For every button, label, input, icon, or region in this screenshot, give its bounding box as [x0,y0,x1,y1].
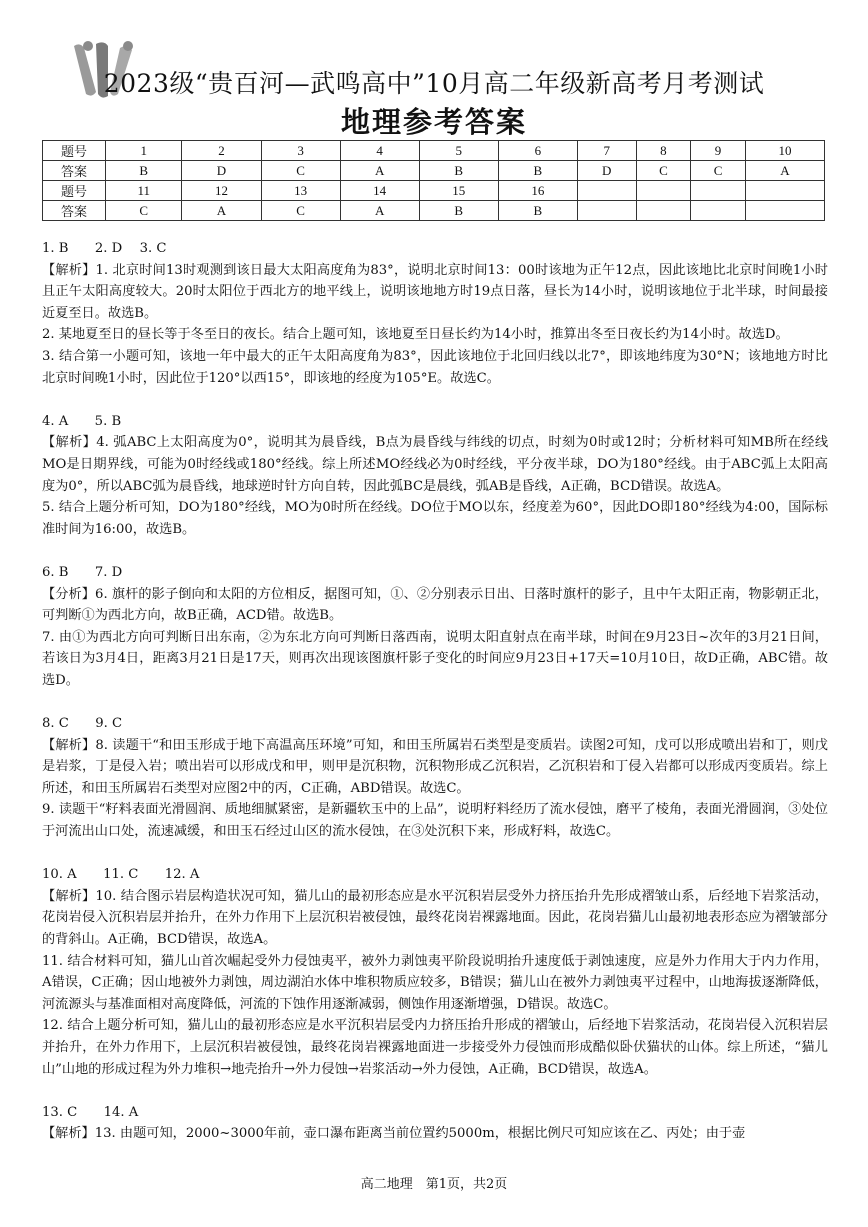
answer-cell: C [106,201,182,221]
answer-cell: C [261,201,340,221]
answer-cell [691,201,746,221]
explanation-paragraph: 【解析】13. 由题可知，2000~3000年前，壶口瀑布距离当前位置约5000m，根据比例尺可知应该在乙、丙处；由于壶 [42,1126,746,1142]
answer-label-cell: 答案 [43,161,106,181]
question-number-cell: 3 [261,141,340,161]
answer-cell: C [636,161,691,181]
question-number-cell: 6 [498,141,577,161]
section-gap [42,843,828,865]
answer-cell: C [691,161,746,181]
page-title: 地理参考答案 [340,105,527,139]
answer-cell: A [745,161,824,181]
question-number-cell: 5 [419,141,498,161]
answer-cell: D [182,161,261,181]
section-gap [42,1080,828,1102]
question-number-cell [745,181,824,201]
explanation-paragraph: 【解析】10. 结合图示岩层构造状况可知，猫儿山的最初形态应是水平沉积岩层受外力挤压抬升先形成褶皱山系，后经地下岩浆活动，花岗岩侵入沉积岩层并抬升，在外力作用下上层沉积岩被侵蚀，最终花岗岩裸露地面。因此，花岗岩猫儿山最初地表形态应为褶皱部分的背斜山。A正确，BCD错误，故选A。 [42,888,828,947]
answer-summary-line: 13. C 14. A [42,1104,139,1120]
answer-summary-line: 10. A 11. C 12. A [42,867,200,883]
explanation-paragraph: 11. 结合材料可知，猫儿山首次崛起受外力侵蚀夷平，被外力剥蚀夷平阶段说明抬升速度低于剥蚀速度，应是外力作用大于内力作用，A错误，C正确；因山地被外力剥蚀，周边湖泊水体中堆积物质应较多，B错误；猫儿山在被外力剥蚀夷平过程中，山地海拔逐渐降低，河流源头与基准面相对高度降低，河流的下蚀作用逐渐减弱，侧蚀作用逐渐增强，D错误。故选C。 [42,953,828,1012]
answer-explanations [42,238,828,1145]
answer-row [43,161,825,181]
answer-cell: D [577,161,636,181]
question-label-cell: 题号 [43,141,106,161]
answer-summary-line: 8. C 9. C [42,716,123,732]
section-gap [42,691,828,713]
question-number-cell: 15 [419,181,498,201]
question-number-row [43,141,825,161]
answer-row [43,201,825,221]
answer-cell [745,201,824,221]
question-number-cell: 9 [691,141,746,161]
answer-cell: B [498,161,577,181]
question-label-cell: 题号 [43,181,106,201]
question-number-cell: 14 [340,181,419,201]
answer-label-cell: 答案 [43,201,106,221]
explanation-paragraph: 【解析】8. 读题干“和田玉形成于地下高温高压环境”可知，和田玉所属岩石类型是变质岩。读图2可知，戊可以形成喷出岩和丁，则戊是岩浆，丁是侵入岩；喷出岩可以形成戊和甲，则甲是沉积物，沉积物形成乙沉积岩，乙沉积岩和丁侵入岩都可以形成丙变质岩。综上所述，和田玉所属岩石类型对应图2中的丙，C正确，ABD错误。故选C。 [42,737,828,796]
question-number-cell [691,181,746,201]
explanation-paragraph: 【解析】1. 北京时间13时观测到该日最大太阳高度角为83°，说明北京时间13：00时该地为正午12点，因此该地比北京时间晚1小时且正午太阳高度较大。20时太阳位于西北方的地平线上，说明该地地方时19点日落，昼长为14小时，说明该地位于北半球，时间最接近夏至日。故选B。 [42,262,828,321]
question-number-cell [636,181,691,201]
explanation-paragraph: 5. 结合上题分析可知，DO为180°经线，MO为0时所在经线。DO位于MO以东，经度差为60°，因此DO即180°经线为4:00，国际标准时间为16:00，故选B。 [42,500,828,537]
answer-cell: A [340,161,419,181]
answer-cell: A [340,201,419,221]
question-number-cell: 4 [340,141,419,161]
answer-summary-line: 4. A 5. B [42,413,122,429]
explanation-paragraph: 2. 某地夏至日的昼长等于冬至日的夜长。结合上题可知，该地夏至日昼长约为14小时，推算出冬至日夜长约为14小时。故选D。 [42,327,789,343]
question-number-cell: 10 [745,141,824,161]
explanation-paragraph: 【解析】4. 弧ABC上太阳高度为0°，说明其为晨昏线，B点为晨昏线与纬线的切点，时刻为0时或12时；分析材料可知MB所在经线MO是日期界线，可能为0时经线或180°经线。综上所述MO经线必为0时经线，平分夜半球，DO为180°经线。由于ABC弧上太阳高度为0°，所以ABC弧为晨昏线，地球逆时针方向自转，因此弧BC是晨线，弧AB是昏线，A正确，BCD错误。故选A。 [42,435,828,494]
answer-summary-line: 1. B 2. D 3. C [42,241,167,256]
question-number-cell: 8 [636,141,691,161]
exam-title: 2023级“贵百河—武鸣高中”10月高二年级新高考月考测试 [103,69,765,98]
question-number-cell: 11 [106,181,182,201]
answer-cell: B [419,161,498,181]
answer-cell: C [261,161,340,181]
question-number-cell: 13 [261,181,340,201]
question-number-cell: 7 [577,141,636,161]
explanation-paragraph: 7. 由①为西北方向可判断日出东南，②为东北方向可判断日落西南，说明太阳直射点在南半球，时间在9月23日~次年的3月21日间，若该日为3月4日，距离3月21日是17天，则再次出现该图旗杆影子变化的时间应9月23日+17天=10月10日，故D正确，ABC错。故选D。 [42,629,828,688]
answer-cell: B [106,161,182,181]
page-footer: 高二地理 第1页，共2页 [360,1177,508,1192]
section-gap [42,540,828,562]
explanation-paragraph: 9. 读题干“籽料表面光滑圆润、质地细腻紧密，是新疆软玉中的上品”，说明籽料经历了流水侵蚀，磨平了棱角，表面光滑圆润，③处位于河流出山口处，流速减缓，和田玉石经过山区的流水侵蚀，在③处沉积下来，形成籽料，故选C。 [42,802,828,840]
question-number-row [43,181,825,201]
section-gap [42,389,828,411]
answer-summary-line: 6. B 7. D [42,564,123,580]
question-number-cell: 16 [498,181,577,201]
answer-cell: A [182,201,261,221]
answer-table [42,140,825,221]
answer-cell: B [419,201,498,221]
answer-cell [577,201,636,221]
question-number-cell [577,181,636,201]
question-number-cell: 1 [106,141,182,161]
explanation-paragraph: 3. 结合第一小题可知，该地一年中最大的正午太阳高度角为83°，因此该地位于北回归线以北7°，即该地纬度为30°N；该地地方时比北京时间晚1小时，因此位于120°以西15°，即该地的经度为105°E。故选C。 [42,348,828,386]
explanation-paragraph: 12. 结合上题分析可知，猫儿山的最初形态应是水平沉积岩层受内力挤压抬升形成的褶皱山，后经地下岩浆活动，花岗岩侵入沉积岩层并抬升，在外力作用下，上层沉积岩被侵蚀，最终花岗岩裸露地面进一步接受外力侵蚀而形成酷似卧伏猫状的山体。综上所述，“猫儿山”山地的形成过程为外力堆积→地壳抬升→外力侵蚀→岩浆活动→外力侵蚀，A正确，BCD错误，故选A。 [42,1018,828,1077]
question-number-cell: 12 [182,181,261,201]
answer-cell [636,201,691,221]
question-number-cell: 2 [182,141,261,161]
explanation-paragraph: 【分析】6. 旗杆的影子倒向和太阳的方位相反，据图可知，①、②分别表示日出、日落时旗杆的影子，且中午太阳正南，物影朝正北，可判断①为西北方向，故B正确，ACD错。故选B。 [42,586,828,624]
answer-cell: B [498,201,577,221]
